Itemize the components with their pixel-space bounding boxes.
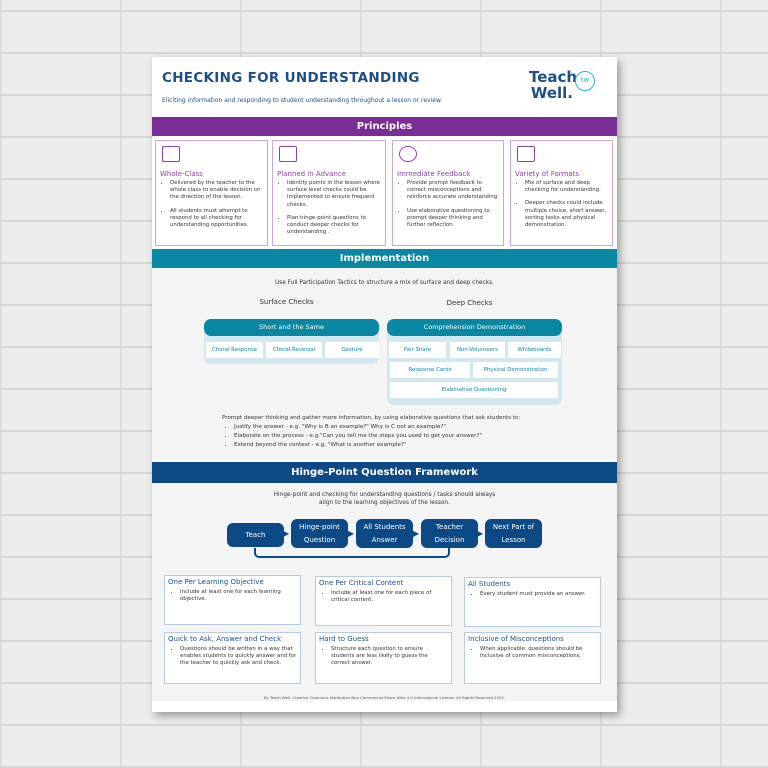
card-title: One Per Learning Objective [168, 578, 264, 586]
bullet: • Elaborate on the process - e.g."Can you tell me the steps you used to get your answer?" [234, 432, 552, 441]
bullet: • Provide prompt feedback to correct misconceptions and reinforce accurate understanding. [407, 180, 499, 202]
tactic-cell: Gesture [325, 342, 379, 358]
arrow-right-icon: ▶ [477, 529, 484, 538]
card-title: All Students [468, 580, 511, 588]
tactic-cell: Elaborative Questioning [390, 382, 558, 398]
deep-checks-group [387, 319, 562, 405]
flow-step-students-answer: All Students Answer [356, 519, 413, 548]
tactic-cell: Choral Reversal [266, 342, 322, 358]
lightbulb-icon: tw [575, 71, 595, 91]
bullet: • Every student must provide an answer. [480, 591, 597, 598]
hinge-card [315, 576, 452, 626]
bullet: • Plan hinge-point questions to conduct deeper checks for understanding . [287, 215, 381, 237]
card-title: Whole-Class [160, 170, 203, 178]
bullet: • Include at least one for each learning objective. [180, 589, 297, 603]
bullet: • Questions should be written in a way that enables students to quickly answer and for the teacher to quickly ask and check. [180, 646, 297, 668]
surface-checks-label: Surface Checks [259, 298, 314, 306]
bullet: • Delivered by the teacher to the whole class to enable decision on the direction of the lesson. [170, 180, 263, 202]
card-title: Inclusive of Misconceptions [468, 635, 564, 643]
group-header: Comprehension Demonstration [387, 319, 562, 336]
arrow-right-icon: ▶ [283, 529, 290, 538]
tactic-cell: Non-Volunteers [450, 342, 505, 358]
flow-step-teach: Teach [227, 523, 284, 547]
bullet: • Identify points in the lesson where surface level checks could be implemented to ensure frequent checks. [287, 180, 381, 209]
hinge-card [315, 632, 452, 684]
bullet: • Include at least one for each piece of critical content. [331, 590, 448, 604]
calendar-icon [279, 146, 297, 162]
feedback-cycle-icon [399, 146, 417, 162]
poster [152, 57, 617, 712]
page-title: CHECKING FOR UNDERSTANDING [162, 70, 420, 86]
card-title: Planned in Advance [277, 170, 347, 178]
bullet: • Deeper checks could include multiple choice, short answer, sorting tasks and physical demonstration. [525, 200, 608, 229]
arrow-right-icon: ▶ [348, 529, 355, 538]
hinge-intro: align to the learning objectives of the lesson. [319, 500, 450, 506]
elaborative-prompt [222, 414, 552, 450]
principles-heading: Principles [152, 117, 617, 136]
principle-card [510, 140, 613, 246]
hinge-intro: Hinge-point and checking for understanding questions / tasks should always [273, 492, 496, 498]
card-title: Immediate Feedback [397, 170, 471, 178]
card-title: Hard to Guess [319, 635, 369, 643]
principle-card [155, 140, 268, 246]
flow-step-teacher-decision: Teacher Decision [421, 519, 478, 548]
hinge-card [464, 632, 601, 684]
bullet: • Extend beyond the context - e.g. "What is another example?" [234, 441, 552, 450]
footer-license: By Teach Well. Creative Commons Attribution-Non Commercial-Share Alike 4.0 International License. All Rights Reserved 2025. [263, 695, 506, 700]
arrow-right-icon: ▶ [413, 529, 420, 538]
bullet: • When applicable, questions should be inclusive of common misconceptions. [480, 646, 597, 660]
surface-checks-group [204, 319, 379, 364]
card-title: Quick to Ask, Answer and Check [168, 635, 282, 643]
tactic-cell: Choral Response [206, 342, 263, 358]
tactic-cell: Response Cards [390, 362, 470, 378]
prompt-text: Prompt deeper thinking and gather more information, by using elaborative questions that ask students to: [222, 415, 521, 421]
deep-checks-label: Deep Checks [446, 299, 493, 307]
hinge-card [164, 632, 301, 684]
card-title: One Per Critical Content [319, 579, 404, 587]
principle-card [392, 140, 504, 246]
tactic-cell: Pair Share [389, 342, 446, 358]
tactic-cell: Whiteboards [508, 342, 561, 358]
documents-icon [517, 146, 535, 162]
implementation-heading: Implementation [152, 249, 617, 268]
group-header: Short and the Same [204, 319, 379, 336]
tactic-cell: Physical Demonstration [473, 362, 558, 378]
teach-well-logo [527, 65, 607, 109]
bullet: • Mix of surface and deep checking for understanding. [525, 180, 608, 194]
flow-step-hinge-question: Hinge-point Question [291, 519, 348, 548]
bullet: • Use elaborative questioning to prompt deeper thinking and further reflection. [407, 208, 499, 230]
principle-card [272, 140, 386, 246]
bullet: • Structure each question to ensure students are less likely to guess the correct answer. [331, 646, 448, 668]
classroom-icon [162, 146, 180, 162]
hinge-card [164, 575, 301, 625]
implementation-intro: Use Full Participation Tactics to structure a mix of surface and deep checks. [274, 280, 495, 286]
flow-step-next-part: Next Part of Lesson [485, 519, 542, 548]
loop-back-arrow [254, 548, 450, 558]
card-title: Variety of Formats [515, 170, 580, 178]
logo-line2: Well. [530, 84, 573, 102]
bullet: • All students must attempt to respond to all checking for understanding opportunities. [170, 208, 263, 230]
bullet: • Justify the answer - e.g. "Why is B an example?" Why is C not an example?" [234, 423, 552, 432]
hinge-heading: Hinge-Point Question Framework [152, 462, 617, 484]
hinge-card [464, 577, 601, 627]
logo-line1: Teach [529, 68, 578, 86]
page-subtitle: Eliciting information and responding to student understanding throughout a lesson or review. [162, 97, 443, 104]
